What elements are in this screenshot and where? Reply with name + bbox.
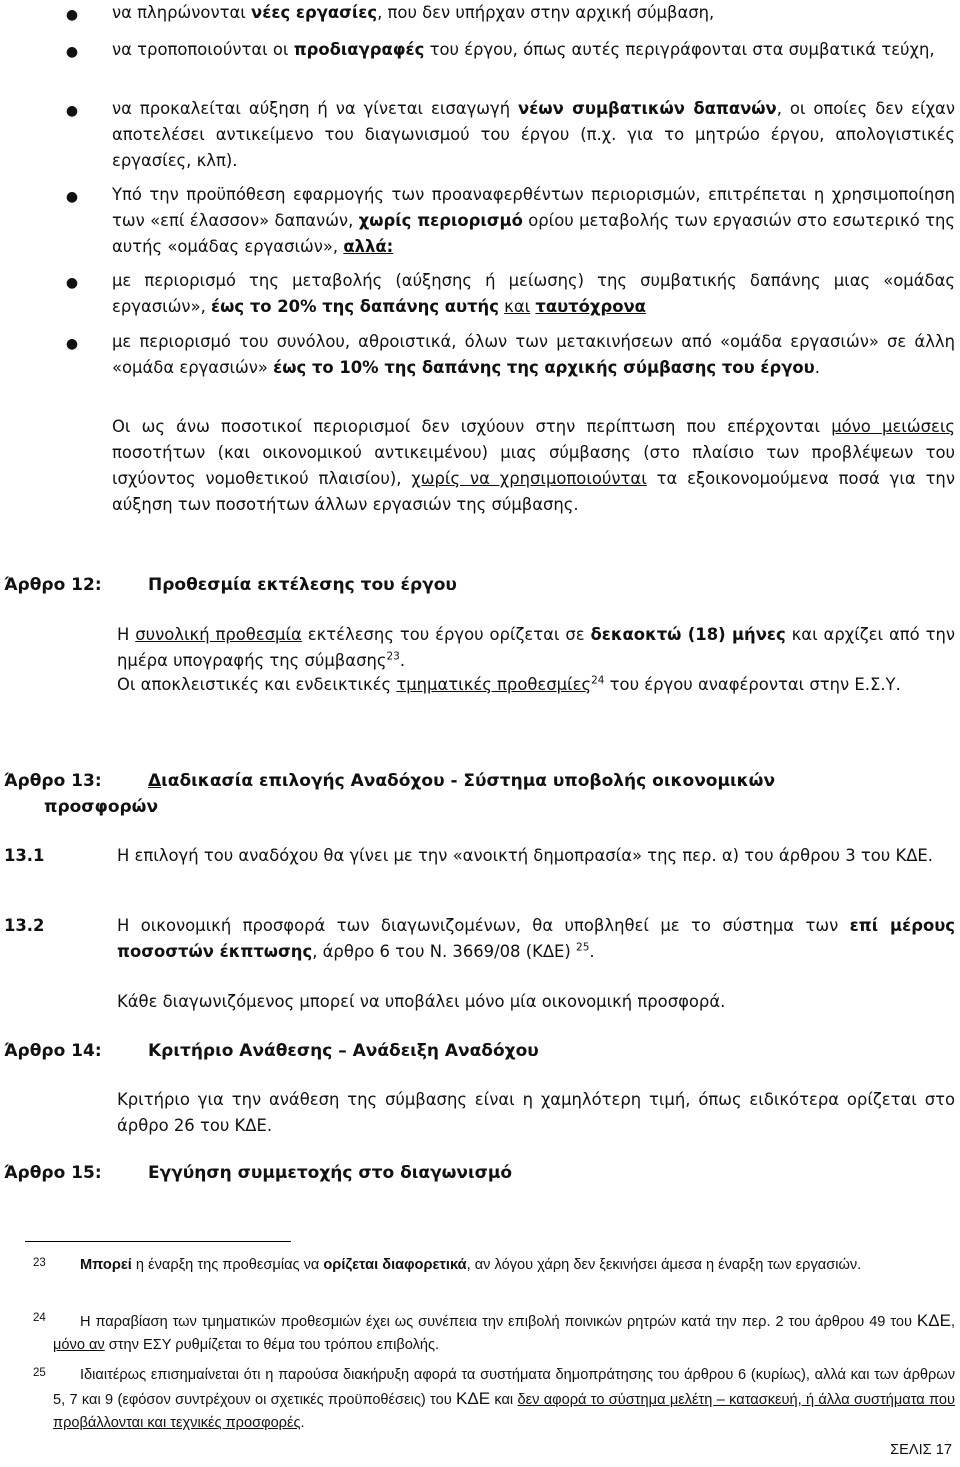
article-14-title: Κριτήριο Ανάθεσης – Ανάδειξη Αναδόχου bbox=[148, 1041, 539, 1061]
article-15-title: Εγγύηση συμμετοχής στο διαγωνισμό bbox=[148, 1163, 513, 1183]
article-12-title: Προθεσμία εκτέλεσης του έργου bbox=[148, 575, 457, 595]
article-13-label: Άρθρο 13: bbox=[4, 771, 102, 791]
bullet-item-new-expenses: να προκαλείται αύξηση ή να γίνεται εισαγωγή νέων συμβατικών δαπανών, οι οποίες δεν είχαν αποτελέσει αντικείμενο του διαγωνισμού του έργου (π.χ. για το μητρώο έργου, απολογιστικές εργασίες, κλπ). bbox=[112, 99, 956, 170]
footnote-ref-23[interactable]: 23 bbox=[386, 650, 400, 663]
bullet-item-specifications: να τροποποιούνται οι προδιαγραφές του έργου, όπως αυτές περιγράφονται στα συμβατικά τεύχη, bbox=[112, 40, 935, 59]
article-14-text: Κριτήριο για την ανάθεση της σύμβασης είναι η χαμηλότερη τιμή, όπως ειδικότερα ορίζεται στο άρθρο 26 του ΚΔΕ. bbox=[117, 1090, 955, 1135]
bullet-item-limit-10: με περιορισμό του συνόλου, αθροιστικά, όλων των μετακινήσεων από «ομάδα εργασιών» σε άλλη «ομάδα εργασιών» έως το 10% της δαπάνης της αρχικής σύμβασης του έργου. bbox=[112, 332, 955, 377]
footnote-25-number: 25 bbox=[33, 1367, 46, 1379]
article-13-title-line-2: προσφορών bbox=[44, 797, 159, 817]
bullet-item-condition: Υπό την προϋπόθεση εφαρμογής των προαναφερθέντων περιορισμών, επιτρέπεται η χρησιμοποίηση των «επί έλασσον» δαπανών, χωρίς περιορισμό ορίου μεταβολής των εργασιών στο εσωτερικό της αυτής «ομάδας εργασιών», αλλά: bbox=[112, 185, 955, 256]
article-13-title: Διαδικασία επιλογής Αναδόχου - Σύστημα υποβολής οικονομικών bbox=[148, 771, 776, 791]
article-12-paragraph-2: Οι αποκλειστικές και ενδεικτικές τμηματικές προθεσμίες$^{24}$ του έργου αναφέρονται στην Ε.Σ.Υ. bbox=[117, 674, 901, 694]
bullet-icon: ● bbox=[65, 189, 79, 205]
section-13-2-note: Κάθε διαγωνιζόμενος μπορεί να υποβάλει μόνο μία οικονομική προσφορά. bbox=[117, 992, 726, 1011]
footnote-23-number: 23 bbox=[33, 1257, 46, 1269]
section-13-2-text: Η οικονομική προσφορά των διαγωνιζομένων, θα υποβληθεί με το σύστημα των επί μέρους ποσοστών έκπτωσης, άρθρο 6 του Ν. 3669/08 (ΚΔΕ) $^{25}$. bbox=[117, 916, 955, 961]
bullet-icon: ● bbox=[65, 44, 79, 60]
bullet-item-new-works: να πληρώνονται νέες εργασίες, που δεν υπήρχαν στην αρχική σύμβαση, bbox=[112, 3, 715, 22]
article-15-label: Άρθρο 15: bbox=[4, 1163, 102, 1183]
article-12-paragraph-1: Η συνολική προθεσμία εκτέλεσης του έργου ορίζεται σε δεκαοκτώ (18) μήνες και αρχίζει από την ημέρα υπογραφής της σύμβασης$^{23}$. bbox=[117, 625, 955, 670]
article-12-label: Άρθρο 12: bbox=[4, 575, 102, 595]
footnote-25-text: Ιδιαιτέρως επισημαίνεται ότι η παρούσα διακήρυξη αφορά τα συστήματα δημοπράτησης του άρθρου 6 (κυρίως), αλλά και των άρθρων 5, 7 και 9 (εφόσον συντρέχουν οι σχετικές προϋποθέσεις) του ΚΔΕ και δεν αφορά το σύστημα μελέτη – κατασκευή, ή άλλα συστήματα που προβάλλονται και τεχνικές προσφορές. bbox=[53, 1367, 955, 1431]
footnote-23-text: Μπορεί η έναρξη της προθεσμίας να ορίζεται διαφορετικά, αν λόγου χάρη δεν ξεκινήσει άμεσα η έναρξη των εργασιών. bbox=[80, 1257, 862, 1273]
bullet-item-limit-20: με περιορισμό της μεταβολής (αύξησης ή μείωσης) της συμβατικής δαπάνης μιας «ομάδας εργασιών», έως το 20% της δαπάνης αυτής και ταυτόχρονα bbox=[112, 271, 955, 316]
bullet-icon: ● bbox=[65, 103, 79, 119]
footnote-separator bbox=[25, 1241, 291, 1242]
footnote-24-text: Η παραβίαση των τμηματικών προθεσμιών έχει ως συνέπεια την επιβολή ποινικών ρητρών κατά την περ. 2 του άρθρου 49 του ΚΔΕ, μόνο αν στην ΕΣΥ ρυθμίζεται το θέμα του τρόπου επιβολής. bbox=[53, 1311, 955, 1353]
bullet-icon: ● bbox=[65, 336, 79, 352]
footnote-24-number: 24 bbox=[33, 1312, 46, 1324]
section-13-2-number: 13.2 bbox=[4, 916, 45, 935]
section-13-1-number: 13.1 bbox=[4, 846, 45, 865]
section-13-1-text: Η επιλογή του αναδόχου θα γίνει με την «ανοικτή δημοπρασία» της περ. α) του άρθρου 3 του ΚΔΕ. bbox=[117, 846, 933, 865]
bullet-icon: ● bbox=[65, 275, 79, 291]
paragraph-limits-exception: Οι ως άνω ποσοτικοί περιορισμοί δεν ισχύουν στην περίπτωση που επέρχονται μόνο μειώσεις ποσοτήτων (και οικονομικού αντικειμένου) μιας σύμβασης (στο πλαίσιο των προβλέψεων του ισχύοντος νομοθετικού πλαισίου), χωρίς να χρησιμοποιούνται τα εξοικονομούμενα ποσά για την αύξηση των ποσοτήτων άλλων εργασιών της σύμβασης. bbox=[112, 417, 955, 514]
footnote-ref-24[interactable]: 24 bbox=[591, 674, 605, 687]
footnote-ref-25[interactable]: 25 bbox=[576, 941, 590, 954]
bullet-icon: ● bbox=[65, 7, 79, 23]
page-number: ΣΕΛΙΣ 17 bbox=[890, 1442, 952, 1458]
article-14-label: Άρθρο 14: bbox=[4, 1041, 102, 1061]
